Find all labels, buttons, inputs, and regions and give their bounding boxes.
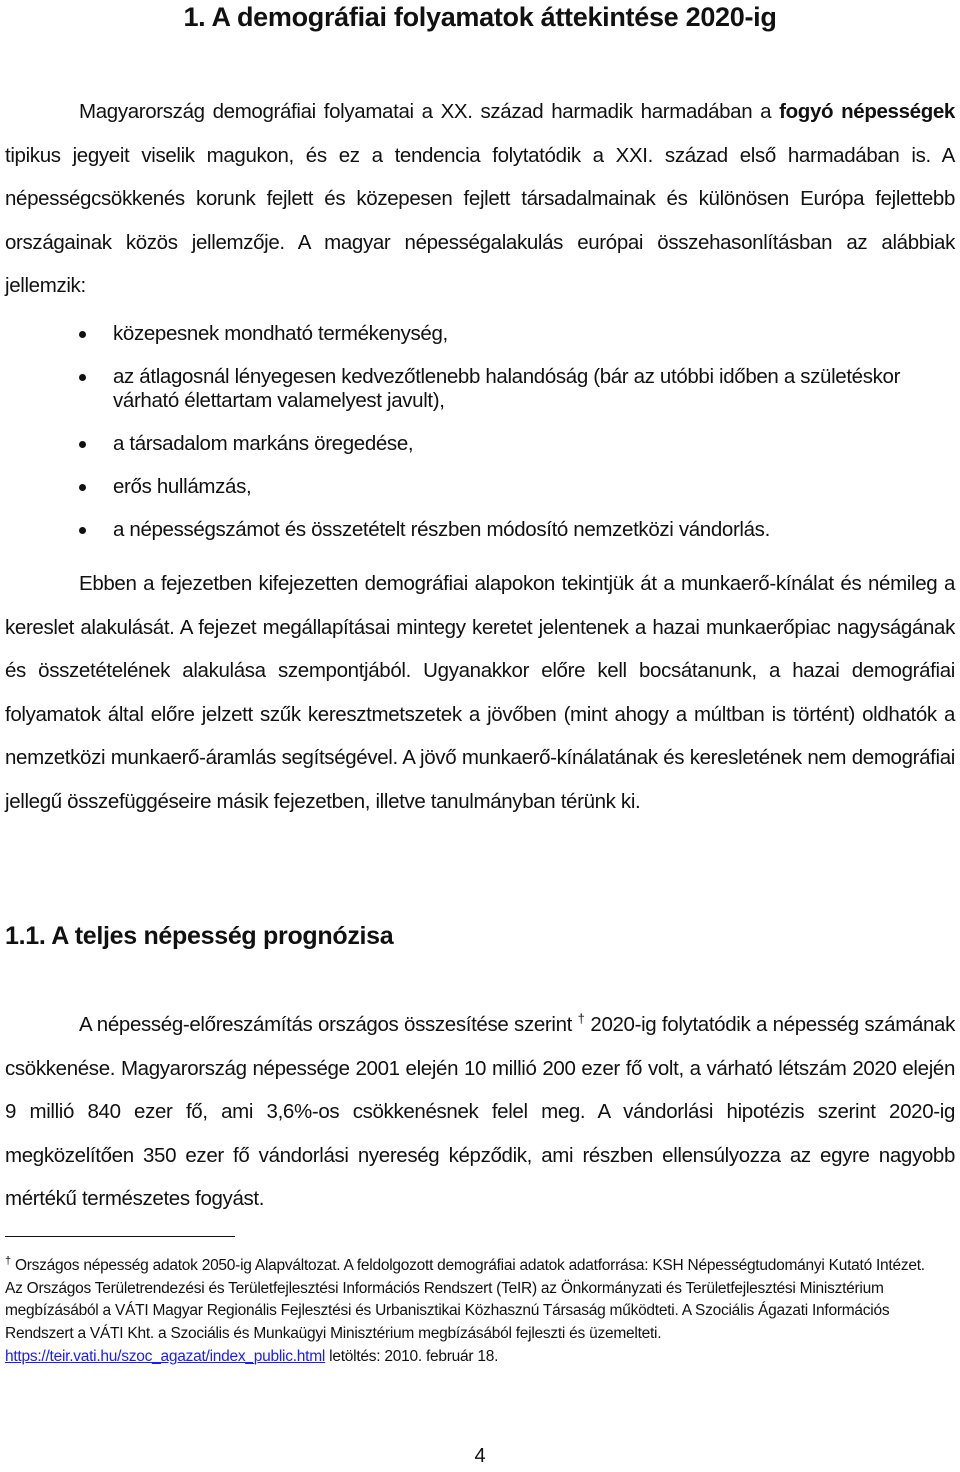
intro-paragraph	[5, 90, 955, 308]
forecast-text-b: 2020-ig folytatódik a népesség számának csökkenése. Magyarország népessége 2001 elején 10 millió 200 ezer fő volt, a várható létszám 2020 elején 9 millió 840 ezer fő, ami 3,6%-os csökkenésnek felel meg. A vándorlási hipotézis szerint 2020-ig megközelítően 350 ezer fő vándorlási nyereség képződik, ami részben ellensúlyozza az egyre nagyobb mértékű természetes fogyást.	[5, 1013, 956, 1211]
intro-text-a: Magyarország demográfiai folyamatai a XX. század harmadik harmadában a	[79, 100, 772, 123]
footnote-divider	[5, 1236, 235, 1237]
footnote-mark: †	[5, 1254, 11, 1267]
footnote-text: Országos népesség adatok 2050-ig Alapváltozat. A feldolgozott demográfiai adatok adatforrása: KSH Népességtudományi Kutató Intézet. Az Országos Területrendezési és Területfejlesztési Információs Rendszert (TeIR) az Önkormányzati és Területfejlesztési Minisztérium megbízásából a VÁTI Magyar Regionális Fejlesztési és Urbanisztikai Közhasznú Társaság működteti. A Szociális Ágazati Információs Rendszert a VÁTI Kht. a Szociális és Munkaügyi Minisztérium megbízásából fejleszti és üzemelteti.	[5, 1257, 925, 1343]
list-item	[0, 475, 955, 499]
footnote	[5, 1255, 935, 1369]
intro-text-b: tipikus jegyeit viselik magukon, és ez a tendencia folytatódik a XXI. század első harmadában is. A népességcsökkenés korunk fejlett és közepesen fejlett társadalmainak és különösen Európa fejlettebb országainak közös jellemzője. A magyar népességalakulás európai összehasonlításban az alábbiak jellemzik:	[5, 143, 955, 298]
list-item-text: közepesnek mondható termékenység,	[113, 322, 448, 345]
list-item	[0, 432, 955, 456]
chapter-paragraph: Ebben a fejezetben kifejezetten demográfiai alapokon tekintjük át a munkaerő-kínálat és némileg a kereslet alakulását. A fejezet megállapításai mintegy keretet jelentenek a hazai munkaerőpiac nagyságának és összetételének alakulása szempontjából. Ugyanakkor előre kell bocsátanunk, a hazai demográfiai folyamatok által előre jelzett szűk keresztmetszetek a jövőben (mint ahogy a múltban is történt) oldhatók a nemzetközi munkaerő-áramlás segítségével. A jövő munkaerő-kínálatának és keresletének nem demográfiai jellegű összefüggéseire másik fejezetben, illetve tanulmányban térünk ki.	[5, 572, 955, 813]
list-item-text: az átlagosnál lényegesen kedvezőtlenebb halandóság (bár az utóbbi időben a születéskor várható élettartam valamelyest javult),	[113, 365, 901, 412]
list-item-text: erős hullámzás,	[113, 475, 252, 498]
footnote-link[interactable]: https://teir.vati.hu/szoc_agazat/index_public.html	[5, 1347, 326, 1365]
list-item-text: a társadalom markáns öregedése,	[113, 432, 414, 455]
bullet-icon	[79, 441, 86, 448]
bullet-icon	[79, 331, 86, 338]
list-item-text: a népességszámot és összetételt részben módosító nemzetközi vándorlás.	[113, 518, 770, 541]
list-item	[0, 518, 955, 542]
list-item	[0, 322, 955, 346]
forecast-text-a: A népesség-előreszámítás országos összesítése szerint	[79, 1013, 572, 1036]
bullet-icon	[79, 527, 86, 534]
forecast-paragraph	[5, 1003, 955, 1221]
section-heading: 1.1. A teljes népesség prognózisa	[5, 922, 394, 950]
intro-bold-term: fogyó népességek	[779, 100, 955, 123]
list-item	[0, 365, 955, 413]
bullet-list	[0, 322, 955, 561]
bullet-icon	[79, 374, 86, 381]
footnote-download-date: letöltés: 2010. február 18.	[329, 1347, 499, 1365]
footnote-reference[interactable]: †	[577, 1011, 585, 1027]
page-number: 4	[474, 1445, 486, 1467]
page-title: 1. A demográfiai folyamatok áttekintése 2020-ig	[183, 2, 777, 32]
bullet-icon	[79, 484, 86, 491]
